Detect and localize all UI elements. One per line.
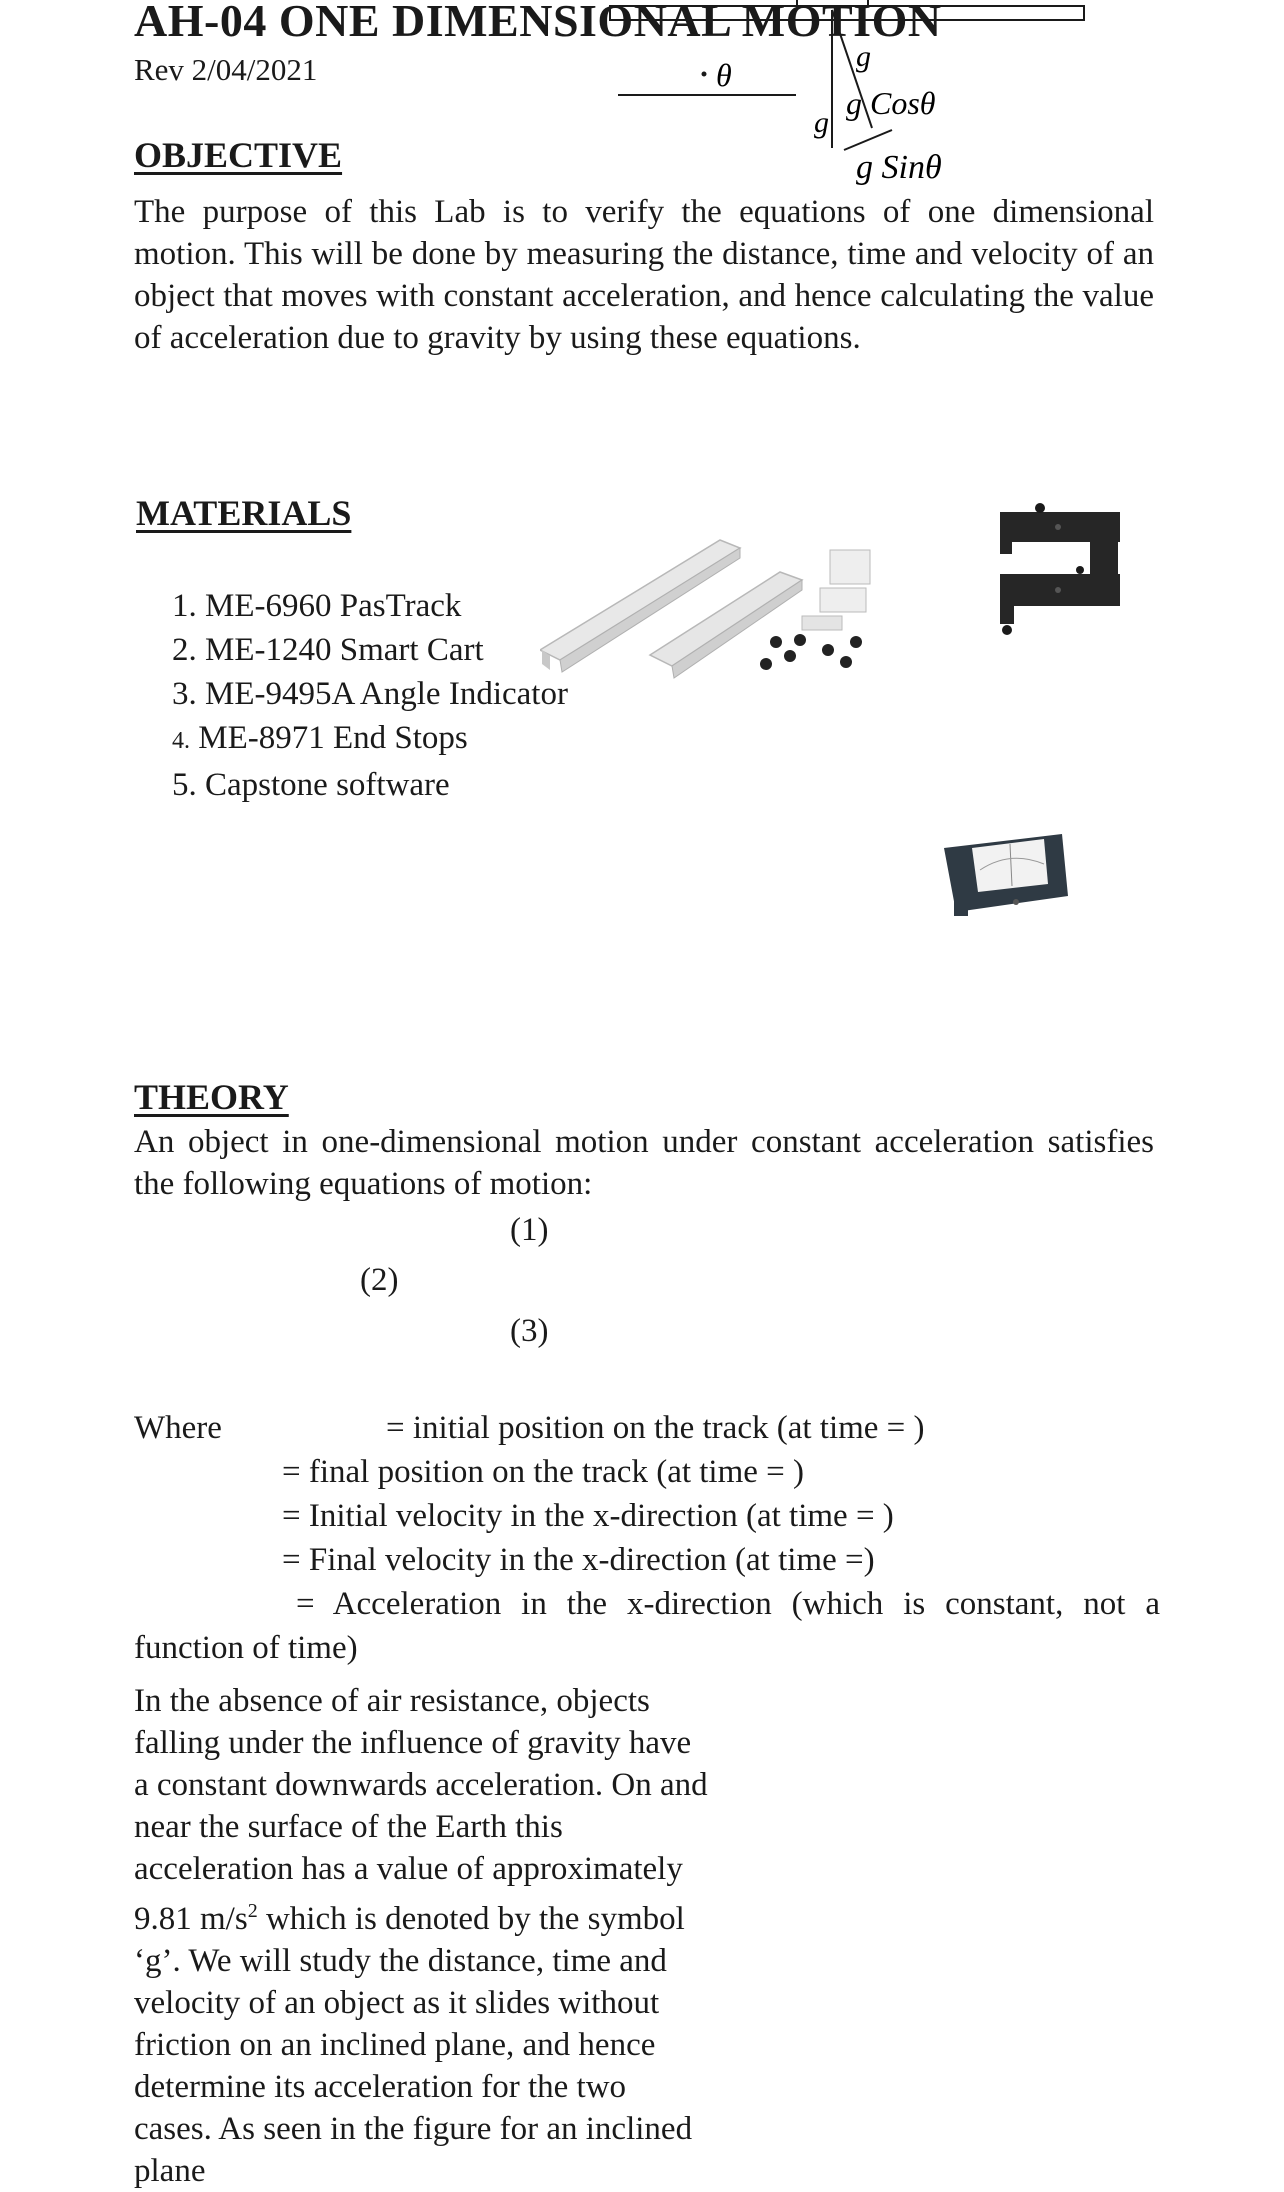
list-label: ME-1240 Smart Cart bbox=[205, 632, 484, 668]
objective-heading: OBJECTIVE bbox=[134, 135, 343, 175]
revision-date: Rev 2/04/2021 bbox=[134, 52, 318, 87]
list-number: 5. bbox=[172, 767, 197, 803]
materials-heading: MATERIALS bbox=[136, 493, 352, 533]
gravity-paragraph bbox=[134, 1680, 709, 2192]
equation-number-3: (3) bbox=[510, 1313, 549, 1349]
gravity-text-part-1: In the absence of air resistance, objects falling under the influence of gravity have a constant downwards acceleration. On and near the surface of the Earth this acceleration has a value of approximately 9.81 m/s bbox=[134, 1683, 708, 1937]
list-item bbox=[172, 672, 568, 716]
pastrack-image bbox=[540, 530, 900, 690]
theta-label: θ bbox=[716, 57, 732, 93]
list-item bbox=[172, 716, 568, 763]
definition-final-velocity: = Final velocity in the x-direction (at time =) bbox=[282, 1542, 875, 1578]
list-item bbox=[172, 763, 568, 807]
equation-number-1: (1) bbox=[510, 1212, 549, 1248]
definition-final-position: = final position on the track (at time = ) bbox=[282, 1454, 805, 1490]
gravity-text-part-2: which is denoted by the symbol ‘g’. We will study the distance, time and velocity of an object as it slides without friction on an inclined plane, and hence determine its acceleration for the two cases. As seen in the figure for an inclined plane bbox=[134, 1901, 693, 2189]
list-number: 3. bbox=[172, 676, 197, 712]
list-item bbox=[172, 584, 568, 628]
definition-initial-position: = initial position on the track (at time = ) bbox=[386, 1410, 925, 1446]
list-label: ME-9495A Angle Indicator bbox=[205, 676, 568, 712]
where-label: Where bbox=[134, 1410, 222, 1446]
definition-acceleration-cont: function of time) bbox=[134, 1630, 358, 1666]
list-label: Capstone software bbox=[205, 767, 450, 803]
angle-dot bbox=[702, 72, 707, 77]
list-label: ME-6960 PasTrack bbox=[205, 588, 462, 624]
angle-indicator-image bbox=[944, 830, 1074, 926]
diagram-block bbox=[610, 6, 1084, 20]
end-stops-image bbox=[990, 500, 1140, 640]
definition-acceleration: = Acceleration in the x-direction (which is constant, not a bbox=[296, 1586, 1160, 1622]
theory-intro: An object in one-dimensional motion under constant acceleration satisfies the following equations of motion: bbox=[134, 1124, 1154, 1202]
incline-diagram bbox=[600, 0, 1100, 200]
sin-component-line bbox=[844, 130, 892, 150]
definition-initial-velocity: = Initial velocity in the x-direction (at time = ) bbox=[282, 1498, 894, 1534]
list-item bbox=[172, 628, 568, 672]
g-cos-label: g Cosθ bbox=[846, 85, 936, 121]
list-label: ME-8971 End Stops bbox=[198, 720, 468, 756]
list-number: 2. bbox=[172, 632, 197, 668]
objective-text: The purpose of this Lab is to verify the equations of one dimensional motion. This will be done by measuring the distance, time and velocity of an object that moves with constant acceleration, and hence calculating the value of acceleration due to gravity by using these equations. bbox=[134, 194, 1154, 356]
list-number: 1. bbox=[172, 588, 197, 624]
g-label-top: g bbox=[856, 40, 871, 73]
g-label-side: g bbox=[814, 106, 829, 139]
page-title: AH-04 ONE DIMENSIONAL MOTION bbox=[134, 0, 942, 46]
g-sin-label: g Sinθ bbox=[856, 149, 942, 186]
list-number: 4. bbox=[172, 728, 190, 754]
theory-heading: THEORY bbox=[134, 1077, 289, 1117]
gravity-superscript: 2 bbox=[247, 1900, 258, 1922]
equation-number-2: (2) bbox=[360, 1262, 399, 1298]
materials-list bbox=[172, 584, 568, 807]
